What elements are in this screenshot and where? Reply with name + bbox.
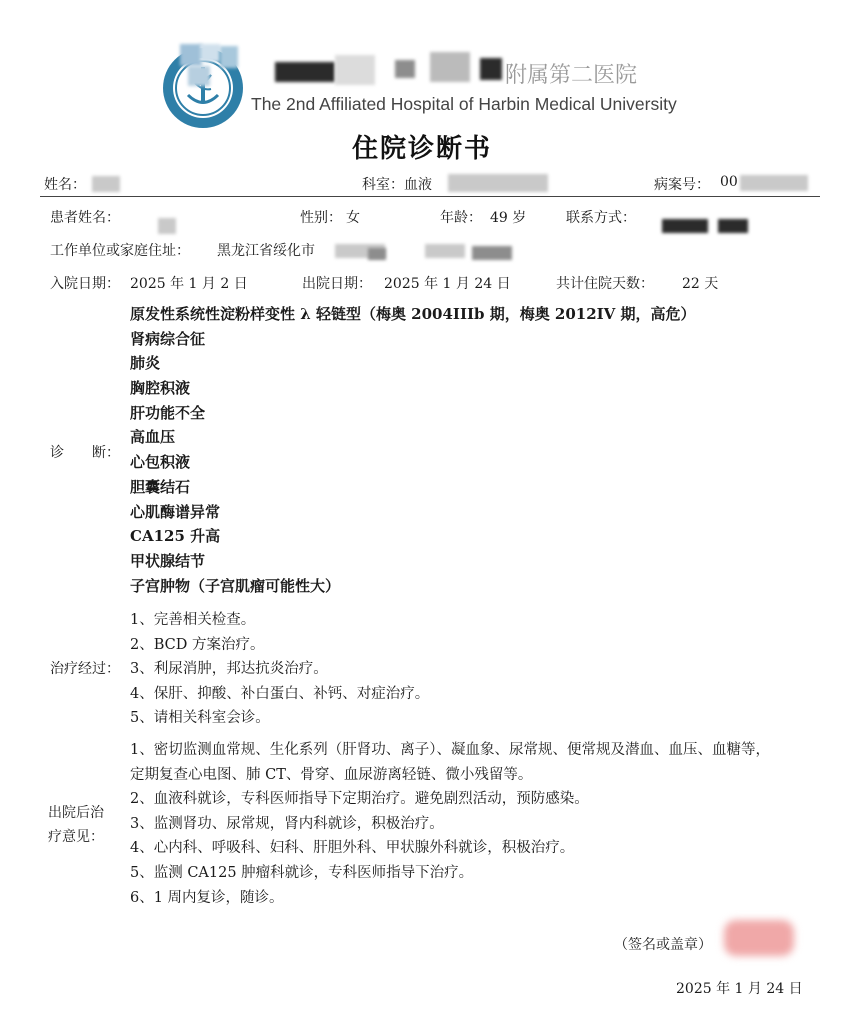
- treatment-item: 3、利尿消肿，邦达抗炎治疗。: [130, 661, 328, 678]
- signature-stamp: [724, 920, 794, 956]
- total-days-value: 22 天: [682, 276, 719, 292]
- discharge-date-label: 出院日期：: [302, 276, 372, 292]
- diagnosis-item: 心肌酶谱异常: [130, 502, 221, 521]
- department-value: 血液: [404, 177, 432, 193]
- document-date: 2025 年 1 月 24 日: [676, 981, 803, 997]
- diagnosis-item: 胸腔积液: [130, 379, 191, 398]
- admit-date-label: 入院日期：: [50, 276, 120, 292]
- contact-label: 联系方式：: [566, 210, 636, 226]
- department-label: 科室：: [362, 177, 404, 193]
- diagnosis-item: 心包积液: [130, 453, 191, 472]
- diagnosis-item: 肾病综合征: [130, 329, 206, 348]
- patient-name-label: 患者姓名：: [50, 210, 120, 226]
- gender-label: 性别：: [300, 210, 342, 226]
- diagnosis-item: CA125 升高: [130, 527, 221, 546]
- document-title: 住院诊断书: [352, 134, 493, 164]
- diagnosis-item: 肺炎: [130, 354, 161, 373]
- top-divider: [40, 196, 820, 197]
- hospital-en-name: The 2nd Affiliated Hospital of Harbin Medical University: [251, 94, 677, 114]
- treatment-item: 2、BCD 方案治疗。: [130, 636, 265, 653]
- record-number-value: 00: [720, 174, 738, 190]
- advice-item: 5、监测 CA125 肿瘤科就诊，专科医师指导下治疗。: [130, 864, 474, 881]
- address-value: 黑龙江省绥化市: [217, 243, 315, 259]
- advice-list: [130, 738, 770, 910]
- treatment-list: [130, 608, 429, 731]
- advice-item: 2、血液科就诊，专科医师指导下定期治疗。避免剧烈活动，预防感染。: [130, 791, 589, 808]
- age-value: 49 岁: [490, 210, 527, 226]
- diagnosis-item: 胆囊结石: [130, 477, 191, 496]
- advice-item: 1、密切监测血常规、生化系列（肝肾功、离子）、凝血象、尿常规、便常规及潜血、血压、血糖等，: [130, 742, 770, 758]
- advice-item: 6、1 周内复诊，随诊。: [130, 889, 284, 906]
- age-label: 年龄：: [440, 210, 482, 226]
- gender-value: 女: [346, 210, 360, 226]
- diagnosis-item: 肝功能不全: [130, 403, 206, 422]
- discharge-date-value: 2025 年 1 月 24 日: [384, 276, 511, 292]
- diagnosis-item: 甲状腺结节: [130, 551, 206, 570]
- treatment-item: 4、保肝、抑酸、补白蛋白、补钙、对症治疗。: [130, 685, 430, 702]
- hospital-cn-name: 附属第二医院: [505, 63, 638, 88]
- diagnosis-item: 子宫肿物（子宫肌瘤可能性大）: [130, 576, 341, 595]
- diagnosis-label: 诊 断：: [50, 445, 120, 461]
- name-label: 姓名：: [44, 177, 86, 193]
- advice-item: 4、心内科、呼吸科、妇科、肝胆外科、甲状腺外科就诊，积极治疗。: [130, 840, 575, 857]
- treatment-item: 1、完善相关检查。: [130, 612, 256, 628]
- diagnosis-item: 原发性系统性淀粉样变性 λ 轻链型（梅奥 2004IIIb 期，梅奥 2012IV 期，高危）: [130, 305, 696, 323]
- advice-item: 3、监测肾功、尿常规，肾内科就诊，积极治疗。: [130, 815, 444, 832]
- diagnosis-list: [130, 302, 696, 598]
- address-label: 工作单位或家庭住址：: [50, 243, 190, 259]
- treatment-item: 5、请相关科室会诊。: [130, 710, 270, 727]
- advice-label-line2: 疗意见：: [48, 829, 104, 845]
- advice-label-line1: 出院后治: [48, 805, 104, 821]
- treatment-label: 治疗经过：: [50, 661, 120, 677]
- admit-date-value: 2025 年 1 月 2 日: [130, 276, 248, 292]
- advice-item: 定期复查心电图、肺 CT、骨穿、血尿游离轻链、微小残留等。: [130, 766, 533, 783]
- record-number-label: 病案号：: [654, 177, 710, 193]
- total-days-label: 共计住院天数：: [556, 276, 654, 292]
- diagnosis-item: 高血压: [130, 428, 176, 447]
- signature-label: （签名或盖章）: [614, 937, 712, 953]
